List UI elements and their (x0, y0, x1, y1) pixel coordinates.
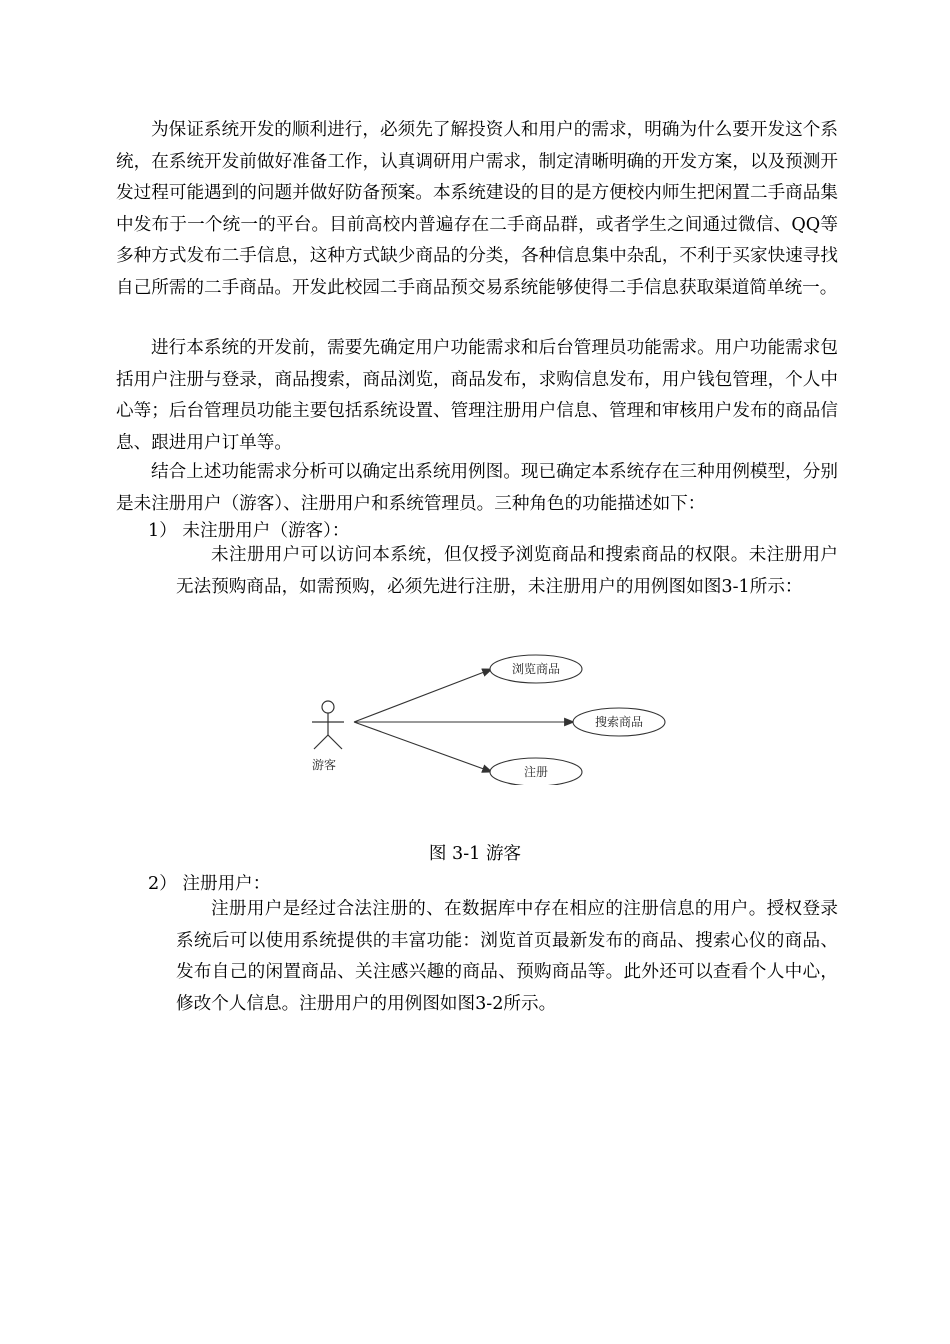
paragraph-requirements: 进行本系统的开发前，需要先确定用户功能需求和后台管理员功能需求。用户功能需求包括用户注册与登录，商品搜索，商品浏览，商品发布，求购信息发布，用户钱包管理，个人中心等；后台管理员功能主要包括系统设置、管理注册用户信息、管理和审核用户发布的商品信息、跟进用户订单等。 (116, 338, 838, 453)
association-register (354, 722, 492, 772)
actor-figure (312, 701, 344, 749)
use-case-search-label: 搜索商品 (594, 715, 644, 729)
item-body-guest: 未注册用户可以访问本系统，但仅授予浏览商品和搜索商品的权限。未注册用户无法预购商品，如需预购，必须先进行注册，未注册用户的用例图如图3-1所示： (176, 545, 838, 597)
paragraph-intro: 为保证系统开发的顺利进行，必须先了解投资人和用户的需求，明确为什么要开发这个系统，在系统开发前做好准备工作，认真调研用户需求，制定清晰明确的开发方案，以及预测开发过程可能遇到的问题并做好防备预案。本系统建设的目的是方便校内师生把闲置二手商品集中发布于一个统一的平台。目前高校内普遍存在二手商品群，或者学生之间通过微信、QQ等多种方式发布二手信息，这种方式缺少商品的分类，各种信息集中杂乱，不利于买家快速寻找自己所需的二手商品。开发此校园二手商品预交易系统能够使得二手信息获取渠道简单统一。 (116, 120, 838, 298)
use-case-browse-label: 浏览商品 (511, 662, 561, 676)
actor-label: 游客 (311, 758, 337, 772)
item-heading-registered: 2） 注册用户： (148, 874, 271, 894)
association-browse (354, 669, 492, 722)
paragraph-use-case-overview: 结合上述功能需求分析可以确定出系统用例图。现已确定本系统存在三种用例模型，分别是未注册用户（游客）、注册用户和系统管理员。三种角色的功能描述如下： (116, 462, 838, 514)
figure-caption: 图 3-1 游客 (428, 844, 522, 864)
item-heading-guest: 1） 未注册用户（游客）： (148, 521, 350, 541)
use-case-diagram (290, 645, 680, 785)
item-body-registered: 注册用户是经过合法注册的、在数据库中存在相应的注册信息的用户。授权登录系统后可以使用系统提供的丰富功能：浏览首页最新发布的商品、搜索心仪的商品、发布自己的闲置商品、关注感兴趣的商品、预购商品等。此外还可以查看个人中心，修改个人信息。注册用户的用例图如图3-2所示。 (176, 899, 838, 1014)
use-case-register-label: 注册 (523, 765, 549, 779)
